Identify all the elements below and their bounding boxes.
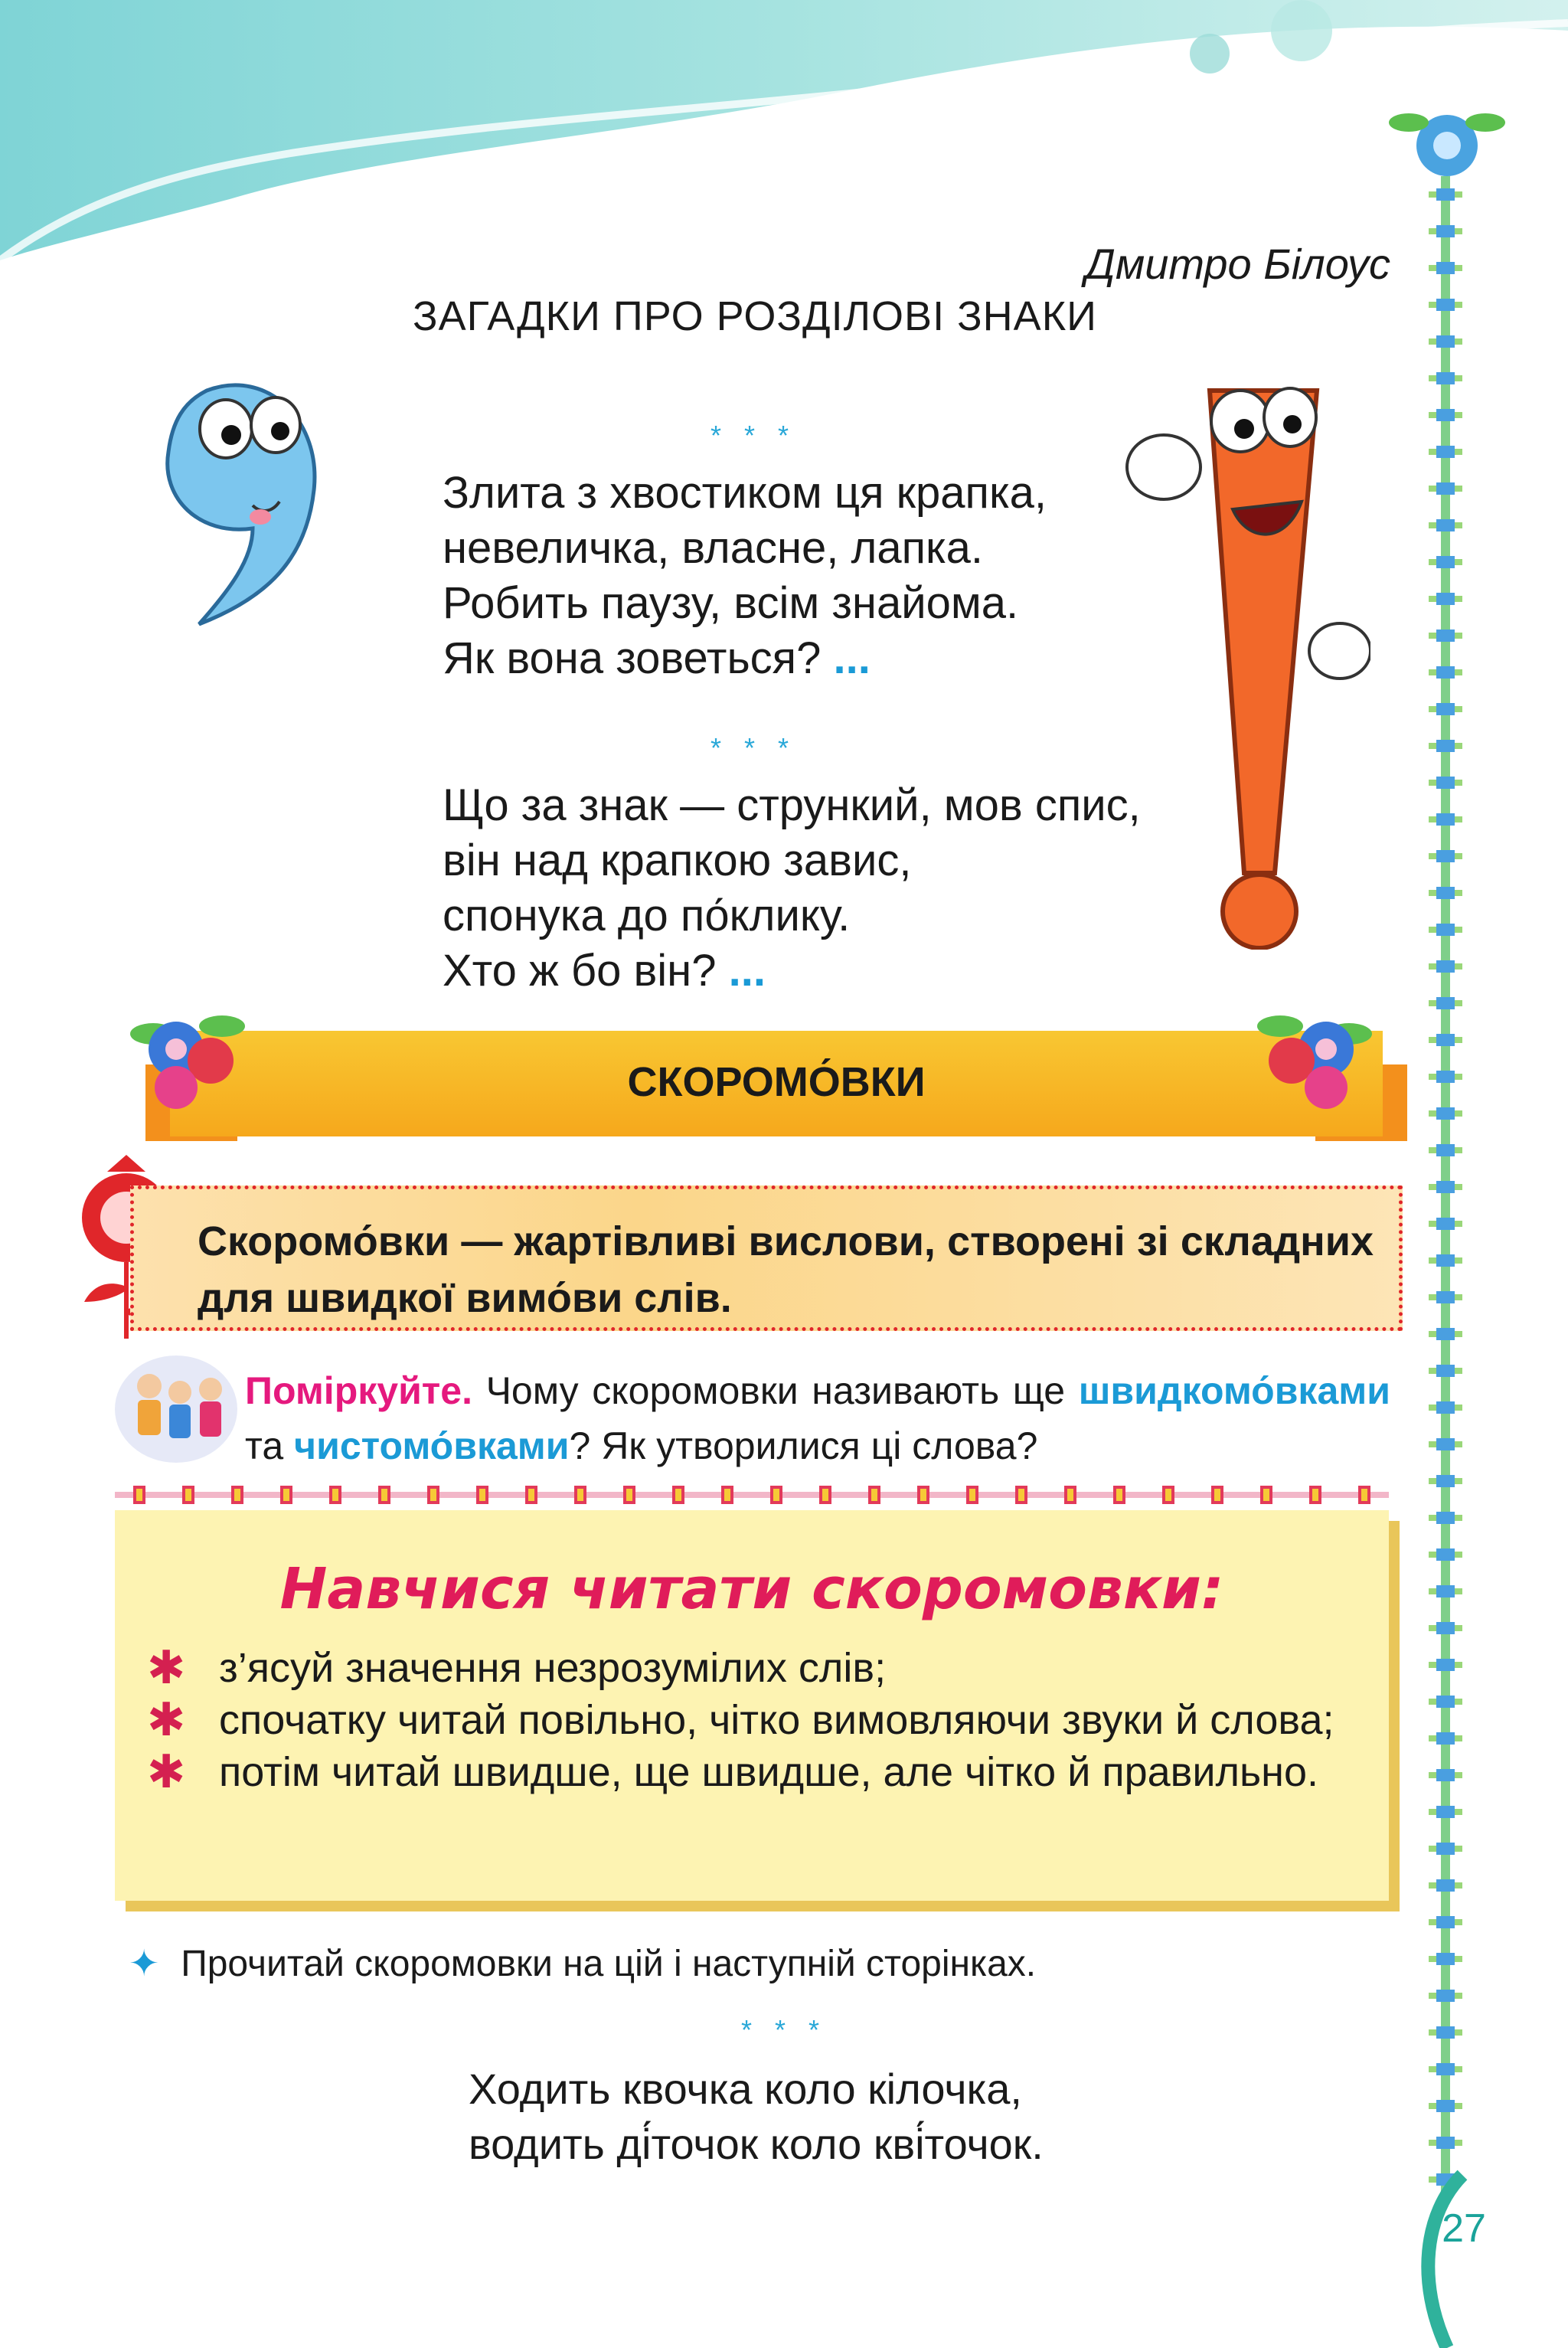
- riddle-line: Робить паузу, всім знайома.: [443, 578, 1019, 628]
- howto-title: Навчися читати скоромовки:: [279, 1556, 1224, 1622]
- list-item: ✱ з’ясуй значення незрозумілих слів;: [147, 1642, 887, 1693]
- children-icon: [115, 1355, 237, 1463]
- howto-list: [145, 1642, 1355, 1798]
- exclamation-character-icon: [1118, 345, 1370, 950]
- riddle-line: Що за знак — стрункий, мов спис,: [443, 780, 1141, 830]
- task-instruction: ✦ Прочитай скоромовки на цій і наступній сторінках.: [129, 1944, 1037, 1984]
- riddle-line: він над крапкою завис,: [443, 836, 912, 885]
- definition-text: Скоромо́вки — жартівливі вислови, створені зі складних для швидкої вимо́ви слів.: [198, 1218, 1374, 1321]
- riddle-line: Як вона зоветься? ...: [443, 633, 871, 683]
- stars-divider: * * *: [740, 2014, 828, 2046]
- tongue-twister: [469, 2062, 1044, 2172]
- sparkle-icon: ✦: [129, 1944, 160, 1984]
- riddle-line: невеличка, власне, лапка.: [443, 523, 983, 573]
- riddle-line: Хто ж бо він? ...: [443, 946, 766, 996]
- riddle-1: [443, 466, 1047, 686]
- header-decoration: [0, 0, 1568, 276]
- page-number-arc: [1401, 2160, 1568, 2348]
- stars-divider: * * *: [710, 420, 797, 451]
- section-title: СКОРОМО́ВКИ: [627, 1059, 926, 1105]
- riddle-line: Злита з хвостиком ця крапка,: [443, 468, 1047, 518]
- ellipsis: ...: [833, 633, 871, 683]
- page-number: 27: [1442, 2206, 1486, 2251]
- ornament-row: [115, 1480, 1389, 1510]
- poem-line: водить ді́точок коло кві́точок.: [469, 2120, 1044, 2168]
- ellipsis: ...: [728, 946, 766, 996]
- asterisk-icon: ✱: [147, 1642, 186, 1693]
- stars-divider: * * *: [710, 732, 797, 764]
- list-item: ✱ спочатку читай повільно, чітко вимовляючи звуки й слова;: [147, 1694, 1334, 1745]
- asterisk-icon: ✱: [147, 1746, 186, 1797]
- think-prompt: Поміркуйте. Чому скоромовки називають ще швидкомо́вками та чистомо́вками? Як утворилися ці слова?: [245, 1369, 1390, 1467]
- riddle-line: спонука до по́клику.: [443, 891, 851, 940]
- ornament-border: [1418, 176, 1473, 2198]
- asterisk-icon: ✱: [147, 1694, 186, 1745]
- riddle-2: [443, 778, 1141, 999]
- page-title: ЗАГАДКИ ПРО РОЗДІЛОВІ ЗНАКИ: [413, 293, 1097, 339]
- think-label: Поміркуйте.: [245, 1369, 472, 1412]
- author-name: Дмитро Білоус: [1085, 240, 1390, 288]
- poem-line: Ходить квочка коло кілочка,: [469, 2065, 1022, 2113]
- comma-character-icon: [145, 360, 337, 636]
- list-item: ✱ потім читай швидше, ще швидше, але чітко й правильно.: [147, 1746, 1319, 1797]
